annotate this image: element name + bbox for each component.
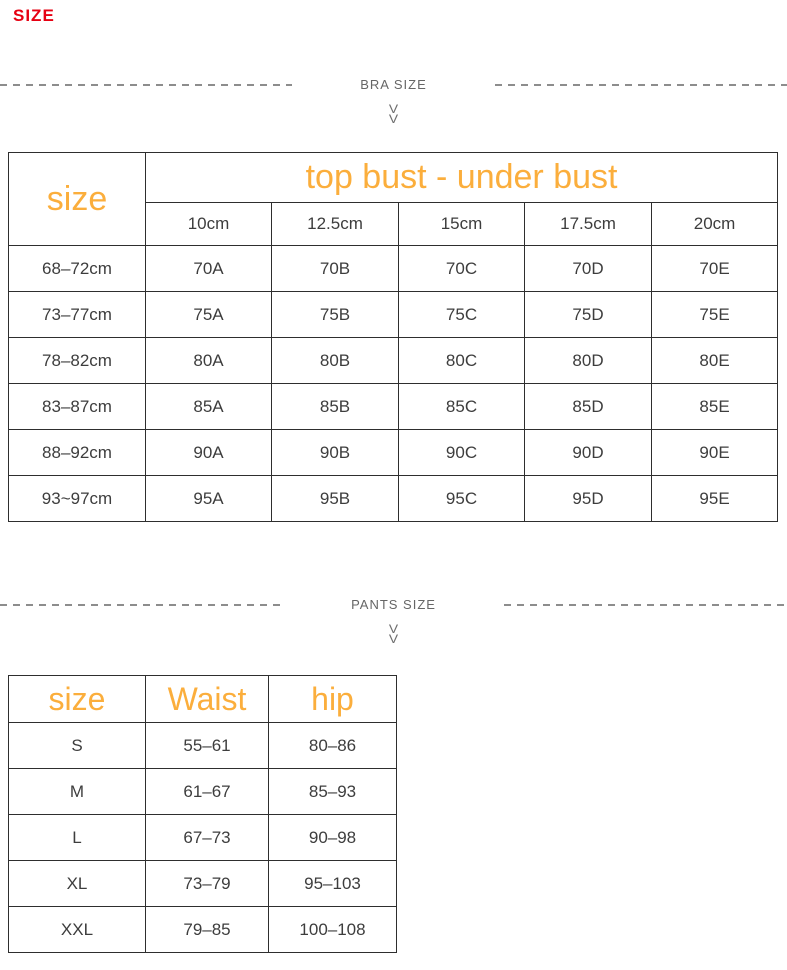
pants-size-cell: 79–85: [146, 907, 269, 953]
pants-size-cell: 100–108: [269, 907, 397, 953]
bra-size-cell: 70B: [272, 246, 399, 292]
bra-table-row: [9, 476, 778, 522]
bra-size-cell: 90C: [399, 430, 525, 476]
bra-column-header: 20cm: [652, 203, 778, 246]
bra-size-cell: 70D: [525, 246, 652, 292]
bra-size-cell: 70C: [399, 246, 525, 292]
pants-size-cell: 85–93: [269, 769, 397, 815]
pants-size-cell: 61–67: [146, 769, 269, 815]
pants-header-hip: hip: [269, 676, 397, 723]
bra-size-cell: 80A: [146, 338, 272, 384]
pants-section-title: PANTS SIZE: [351, 597, 436, 612]
bra-size-cell: 90A: [146, 430, 272, 476]
pants-table-row: [9, 907, 397, 953]
bra-size-cell: 90D: [525, 430, 652, 476]
bra-size-cell: 85B: [272, 384, 399, 430]
bra-size-cell: 85C: [399, 384, 525, 430]
dashed-divider-left: [0, 604, 283, 606]
pants-size-cell: 80–86: [269, 723, 397, 769]
pants-table-row: [9, 723, 397, 769]
bra-size-cell: 80C: [399, 338, 525, 384]
pants-size-table: [8, 675, 397, 953]
pants-row-label: XL: [9, 861, 146, 907]
bra-row-label: 88–92cm: [9, 430, 146, 476]
bra-section-title: BRA SIZE: [360, 77, 427, 92]
bra-row-label: 83–87cm: [9, 384, 146, 430]
dashed-divider-right: [504, 604, 787, 606]
bra-table-row: [9, 292, 778, 338]
dashed-divider-left: [0, 84, 292, 86]
pants-row-label: M: [9, 769, 146, 815]
bra-chevrons: [0, 104, 787, 124]
bra-size-cell: 85A: [146, 384, 272, 430]
bra-table-row: [9, 430, 778, 476]
pants-row-label: S: [9, 723, 146, 769]
pants-table-row: [9, 815, 397, 861]
bra-table-row: [9, 246, 778, 292]
bra-header-row: [9, 153, 778, 203]
bra-size-cell: 95B: [272, 476, 399, 522]
pants-size-cell: 73–79: [146, 861, 269, 907]
bra-span-header: top bust - under bust: [146, 153, 778, 203]
pants-header-waist: Waist: [146, 676, 269, 723]
bra-column-header: 17.5cm: [525, 203, 652, 246]
bra-size-cell: 75A: [146, 292, 272, 338]
bra-size-cell: 90B: [272, 430, 399, 476]
chevron-down-icon: V: [388, 102, 399, 116]
bra-table-row: [9, 338, 778, 384]
pants-header-size: size: [9, 676, 146, 723]
bra-row-label: 78–82cm: [9, 338, 146, 384]
chevron-down-icon: V: [388, 622, 399, 636]
bra-section-heading: [0, 77, 787, 93]
bra-size-cell: 70E: [652, 246, 778, 292]
bra-table-row: [9, 384, 778, 430]
bra-size-cell: 75C: [399, 292, 525, 338]
bra-size-cell: 75D: [525, 292, 652, 338]
bra-size-cell: 95D: [525, 476, 652, 522]
chevron-down-icon: V: [388, 632, 399, 646]
chevron-down-icon: V: [388, 112, 399, 126]
pants-size-cell: 90–98: [269, 815, 397, 861]
bra-column-header: 12.5cm: [272, 203, 399, 246]
bra-size-cell: 80D: [525, 338, 652, 384]
pants-size-cell: 55–61: [146, 723, 269, 769]
pants-table-row: [9, 861, 397, 907]
bra-size-cell: 70A: [146, 246, 272, 292]
bra-size-cell: 75B: [272, 292, 399, 338]
bra-row-label: 68–72cm: [9, 246, 146, 292]
bra-size-cell: 95A: [146, 476, 272, 522]
bra-size-cell: 80E: [652, 338, 778, 384]
bra-size-cell: 75E: [652, 292, 778, 338]
bra-column-header: 15cm: [399, 203, 525, 246]
pants-row-label: L: [9, 815, 146, 861]
pants-chevrons: [0, 624, 787, 644]
bra-size-table: [8, 152, 778, 522]
bra-corner-header: size: [9, 153, 146, 246]
bra-row-label: 73–77cm: [9, 292, 146, 338]
dashed-divider-right: [495, 84, 787, 86]
bra-column-header: 10cm: [146, 203, 272, 246]
bra-size-cell: 95E: [652, 476, 778, 522]
pants-table-row: [9, 769, 397, 815]
pants-size-cell: 67–73: [146, 815, 269, 861]
pants-header-row: [9, 676, 397, 723]
bra-size-cell: 90E: [652, 430, 778, 476]
bra-size-cell: 85E: [652, 384, 778, 430]
bra-size-cell: 95C: [399, 476, 525, 522]
bra-size-cell: 85D: [525, 384, 652, 430]
pants-row-label: XXL: [9, 907, 146, 953]
pants-size-cell: 95–103: [269, 861, 397, 907]
bra-size-cell: 80B: [272, 338, 399, 384]
corner-size-label: SIZE: [13, 6, 55, 25]
pants-section-heading: [0, 597, 787, 613]
bra-row-label: 93~97cm: [9, 476, 146, 522]
